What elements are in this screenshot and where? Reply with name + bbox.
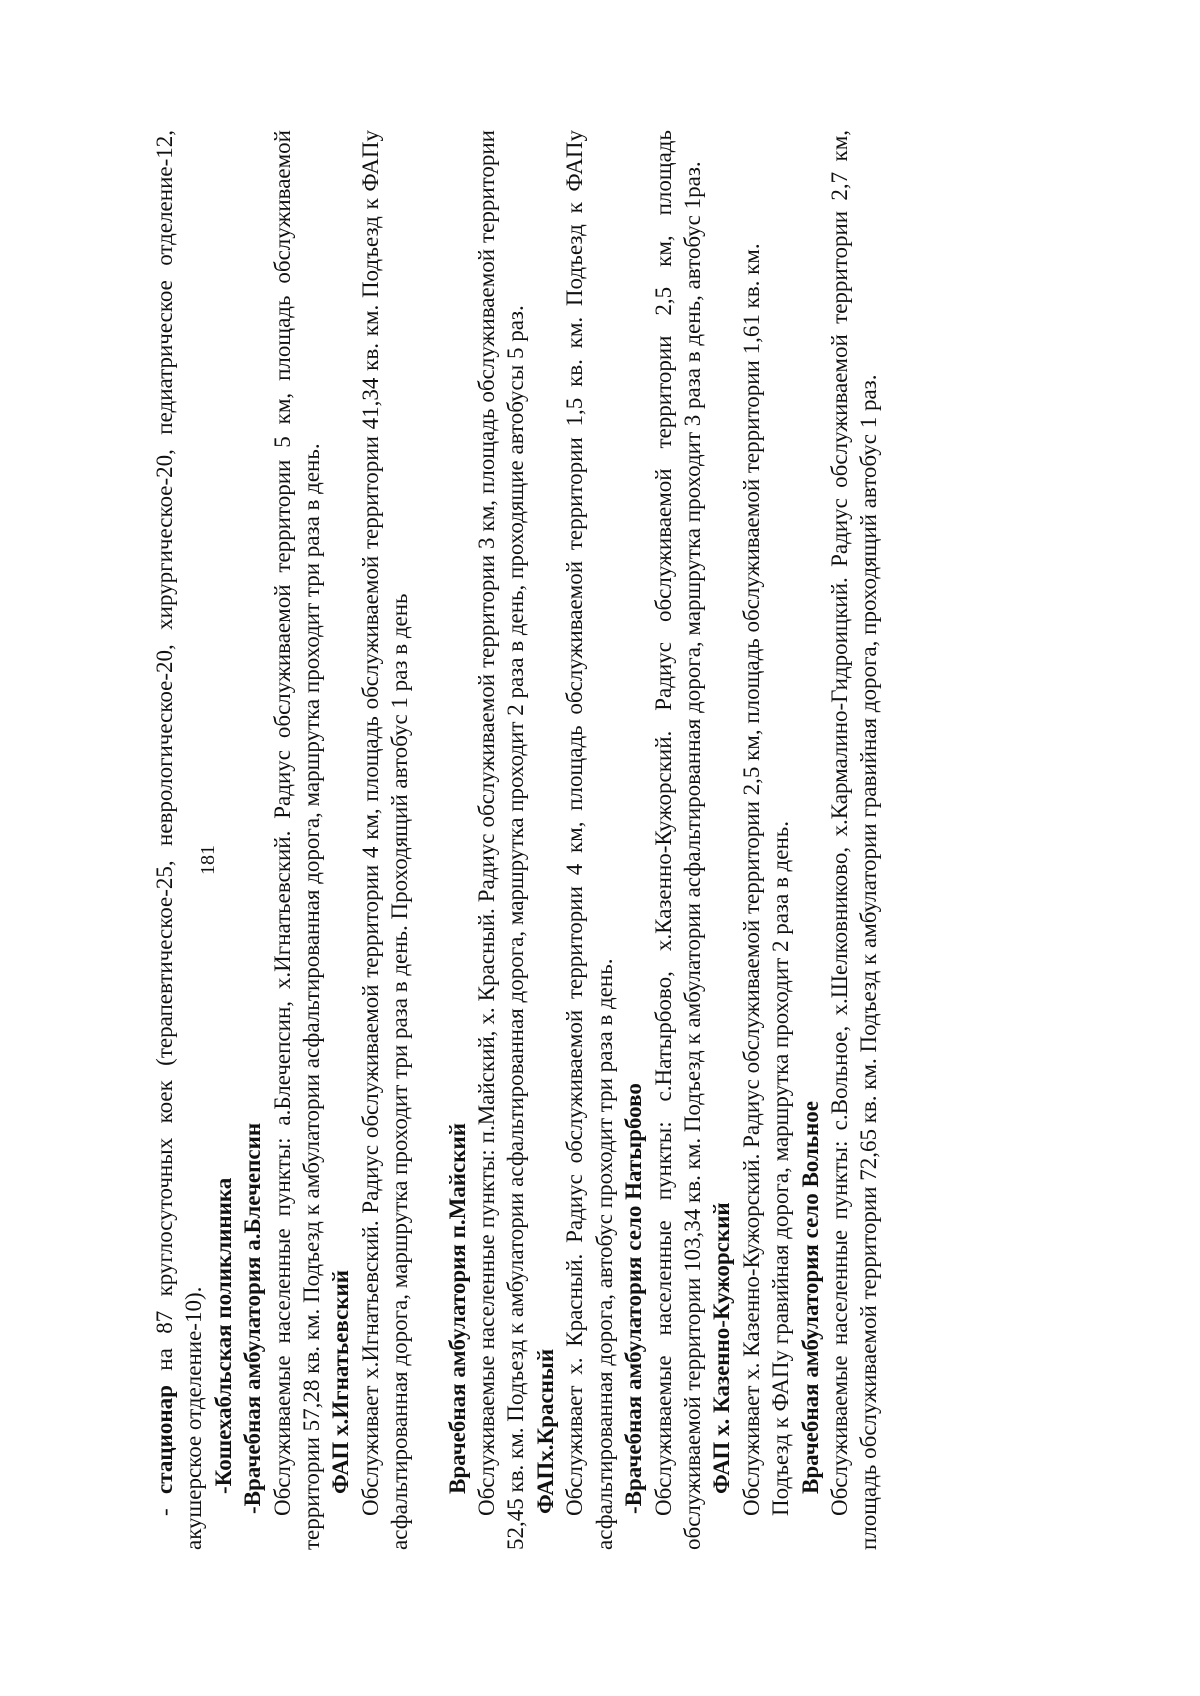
paragraph-prefix: - <box>152 1493 177 1516</box>
paragraph-kazenno-kuzhorsky: Обслуживает х. Казенно-Кужорский. Радиус обслуживаемой территории 2,5 км, площадь обслуживаемой территории 1,61 кв. км. <box>738 243 764 1516</box>
heading-koshekhabl-polyclinic: -Кошехабльская поликлиника <box>210 1177 236 1494</box>
paragraph-ignatievsky: Обслуживает х.Игнатьевский. Радиус обслуживаемой территории 4 км, площадь обслуживаемой территории 41,34 кв. км. Подъезд к ФАПу асфальтированная дорога, маршрутка проходит три раза в день. Проходящий автобус 1 раз в день <box>357 130 413 1550</box>
document-body <box>150 130 884 1550</box>
heading-ambulatory-blechepsin: -Врачебная амбулатория а.Блечепсин <box>240 1122 266 1514</box>
paragraph-blechepsin: Обслуживаемые населенные пункты: а.Блечепсин, х.Игнатьевский. Радиус обслуживаемой территории 5 км, площадь обслуживаемой территории 57,28 кв. км. Подъезд к амбулатории асфальтированная дорога, маршрутка проходит три раза в день. <box>269 130 325 1550</box>
paragraph-lead-bold: стационар <box>152 1385 177 1494</box>
paragraph-maysky: Обслуживаемые населенные пункты: п.Майский, х. Красный. Радиус обслуживаемой территории 3 км, площадь обслуживаемой территории 52,45 кв. км. Подъезд к амбулатории асфальтированная дорога, маршрутка проходит 2 раза в день, проходящие автобусы 5 раз. <box>474 130 529 1550</box>
paragraph-stationary <box>150 130 209 1550</box>
heading-fap-kazenno-kuzhorsky: ФАП х. Казенно-Кужорский <box>709 1202 735 1494</box>
heading-ambulatory-volnoe: Врачебная амбулатория село Вольное <box>797 1100 823 1494</box>
heading-fap-krasny: ФАПх.Красный <box>532 1348 558 1514</box>
paragraph-natyrbovo: Обслуживаемые населенные пункты: с.Натырбово, х.Казенно-Кужорский. Радиус обслуживаемой территории 2,5 км, площадь обслуживаемой территории 103,34 кв. км. Подъезд к амбулатории асфальтированная дорога, маршрутка проходит 3 раза в день, автобус 1раз. <box>650 130 705 1550</box>
paragraph-kazenno-kuzhorsky-road: Подъезд к ФАПу гравийная дорога, маршрутка проходит 2 раза в день. <box>768 820 794 1516</box>
rotated-page <box>150 120 1200 1590</box>
paragraph-krasny: Обслуживает х. Красный. Радиус обслуживаемой территории 4 км, площадь обслуживаемой территории 1,5 кв. км. Подъезд к ФАПу асфальтированная дорога, автобус проходит три раза в день. <box>562 130 617 1550</box>
paragraph-text: на 87 круглосуточных коек (терапевтическое-25, неврологическое-20, хирургическое-20, педиатрическое отделение-12, акушерское отделение-10). <box>152 130 207 1550</box>
heading-ambulatory-maysky: Врачебная амбулатория п.Майский <box>444 1122 470 1494</box>
paragraph-volnoe: Обслуживаемые населенные пункты: с.Вольное, х.Шелковниково, х.Кармалино-Гидроицкий. Радиус обслуживаемой территории 2,7 км, площадь обслуживаемой территории 72,65 кв. км. Подъезд к амбулатории гравийная дорога, проходящий автобус 1 раз. <box>826 130 882 1550</box>
heading-fap-ignatievsky: ФАП х.Игнатьевский <box>328 1269 354 1494</box>
heading-ambulatory-natyrbovo: -Врачебная амбулатория село Натырбово <box>621 1083 647 1514</box>
page-number: 181 <box>197 845 219 875</box>
